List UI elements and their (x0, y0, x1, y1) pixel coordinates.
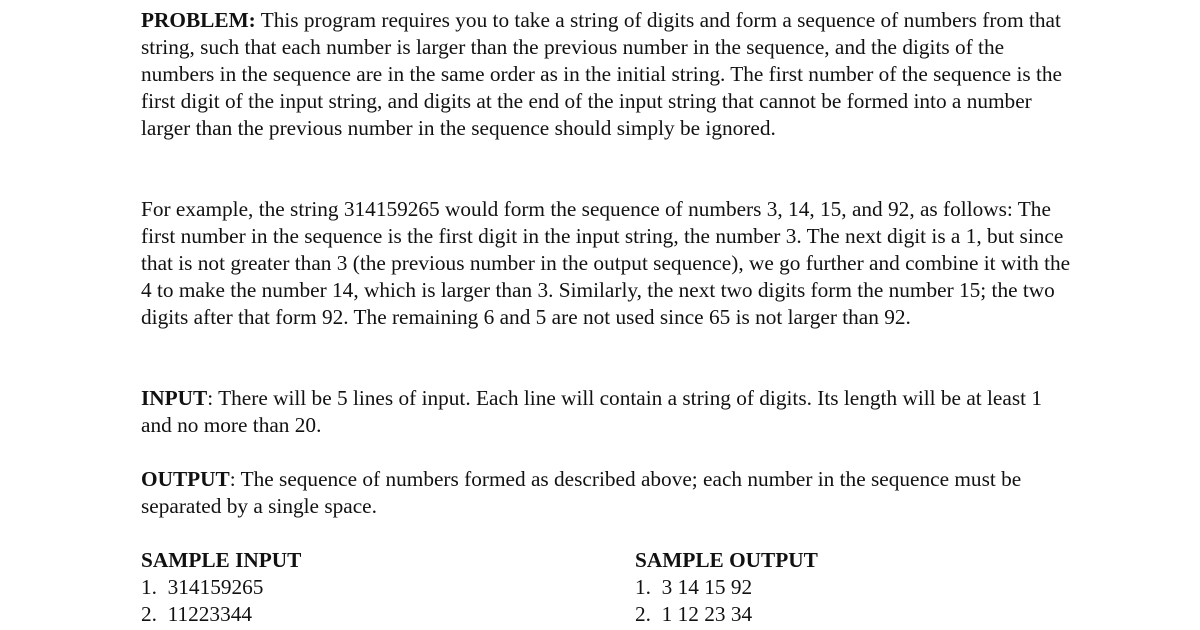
input-label: INPUT (141, 386, 208, 410)
problem-text: This program requires you to take a string of digits and form a sequence of numbers from that string, such that each number is larger than the previous number in the sequence, and the digits of the numbers in the sequence are in the same order as in the initial string. The first number of the sequence is the first digit of the input string, and digits at the end of the input string that cannot be formed into a number larger than the previous number in the sequence should simply be ignored. (141, 8, 1063, 140)
sample-output-line-2: 2. 1 12 23 34 (635, 602, 753, 626)
sample-input-column (141, 547, 301, 628)
example-text: For example, the string 314159265 would form the sequence of numbers 3, 14, 15, and 92, as follows: The first number in the sequence is the first digit in the input string, the number 3. The next digit is a 1, but since that is not greater than 3 (the previous number in the output sequence), we go further and combine it with the 4 to make the number 14, which is larger than 3. Similarly, the next two digits form the number 15; the two digits after that form 92. The remaining 6 and 5 are not used since 65 is not larger than 92. (141, 197, 1071, 329)
problem-paragraph (141, 7, 1071, 142)
input-text: : There will be 5 lines of input. Each line will contain a string of digits. Its length will be at least 1 and no more than 20. (141, 386, 1043, 437)
sample-output-line-1: 1. 3 14 15 92 (635, 575, 753, 599)
input-paragraph (141, 385, 1071, 439)
sample-output-column (635, 547, 818, 628)
sample-input-heading: SAMPLE INPUT (141, 548, 302, 572)
sample-input-line-2: 2. 11223344 (141, 602, 253, 626)
output-label: OUTPUT (141, 467, 230, 491)
problem-label: PROBLEM: (141, 8, 256, 32)
example-paragraph (141, 196, 1071, 331)
sample-input-line-1: 1. 314159265 (141, 575, 264, 599)
output-text: : The sequence of numbers formed as described above; each number in the sequence must be separated by a single space. (141, 467, 1022, 518)
output-paragraph (141, 466, 1071, 520)
sample-output-heading: SAMPLE OUTPUT (635, 548, 818, 572)
